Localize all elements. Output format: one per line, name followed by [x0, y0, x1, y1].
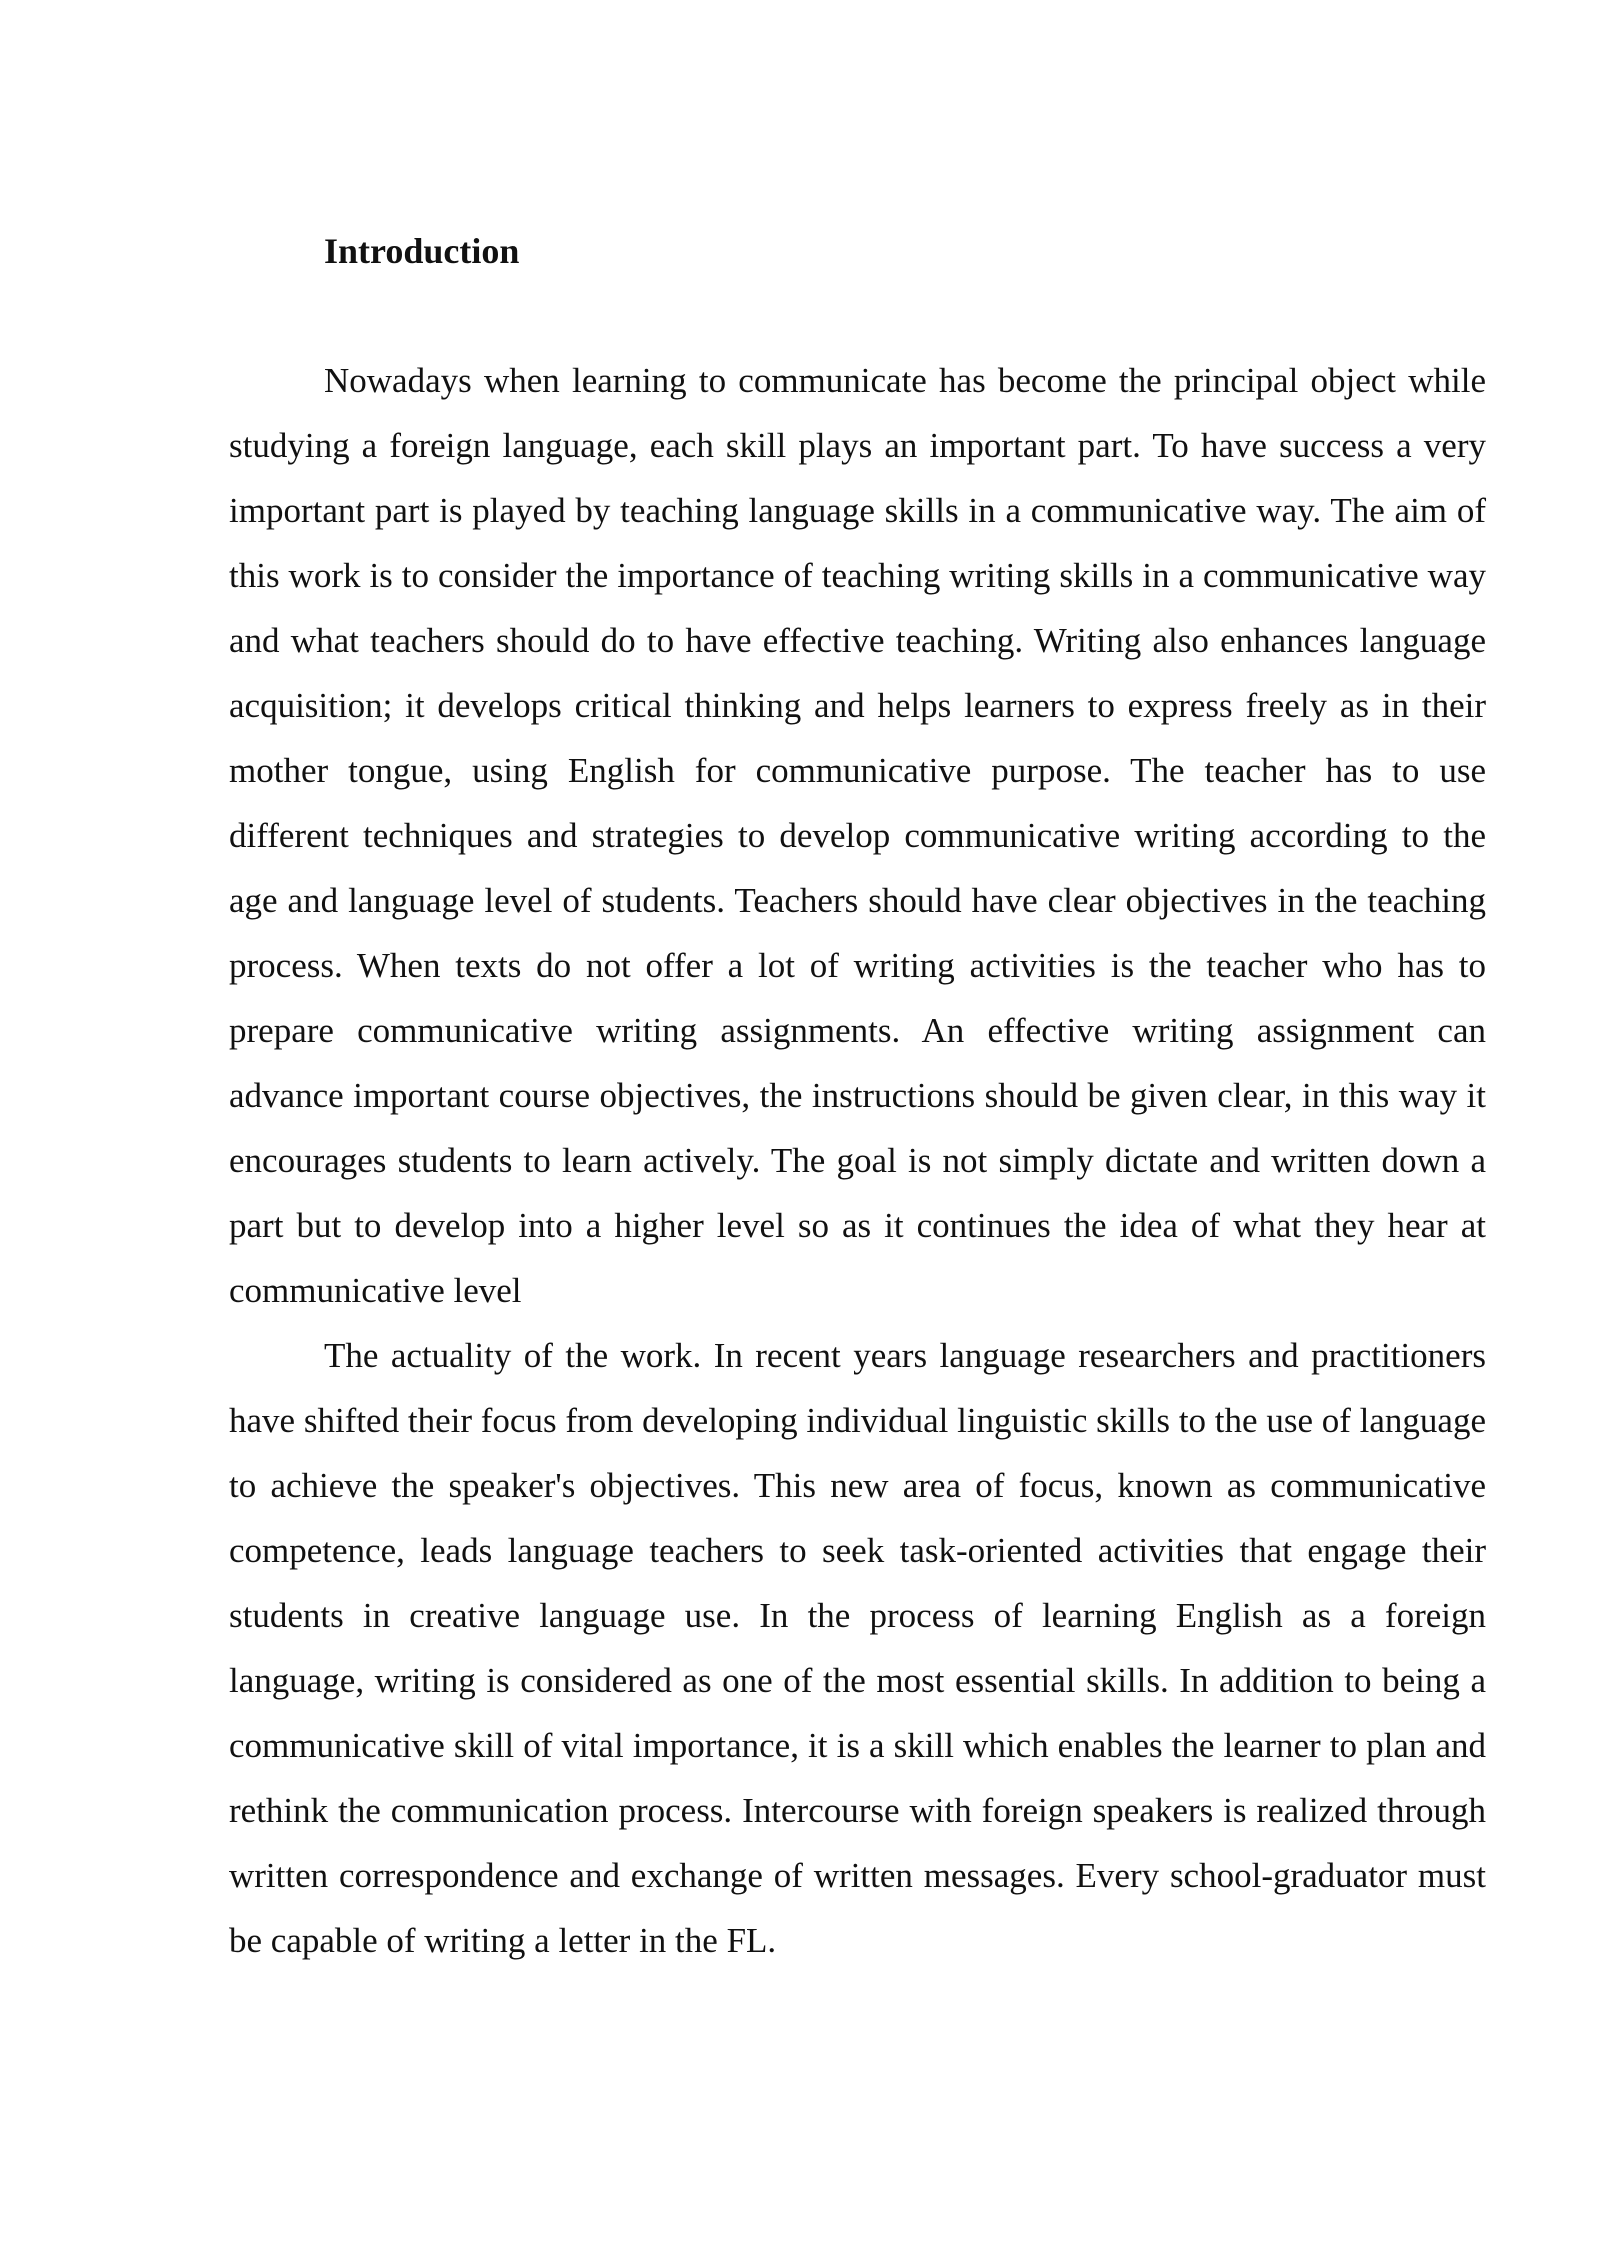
page-content: [229, 225, 1486, 1973]
body-paragraph-1: Nowadays when learning to communicate has become the principal object while studying a foreign language, each skill plays an important part. To have success a very important part is played by teaching language skills in a communicative way. The aim of this work is to consider the importance of teaching writing skills in a communicative way and what teachers should do to have effective teaching. Writing also enhances language acquisition; it develops critical thinking and helps learners to express freely as in their mother tongue, using English for communicative purpose. The teacher has to use different techniques and strategies to develop communicative writing according to the age and language level of students. Teachers should have clear objectives in the teaching process. When texts do not offer a lot of writing activities is the teacher who has to prepare communicative writing assignments. An effective writing assignment can advance important course objectives, the instructions should be given clear, in this way it encourages students to learn actively. The goal is not simply dictate and written down a part but to develop into a higher level so as it continues the idea of what they hear at communicative level: [229, 361, 1486, 1310]
section-heading: Introduction: [324, 231, 520, 271]
body-paragraph-2: The actuality of the work. In recent years language researchers and practitioners have shifted their focus from developing individual linguistic skills to the use of language to achieve the speaker's objectives. This new area of focus, known as communicative competence, leads language teachers to seek task-oriented activities that engage their students in creative language use. In the process of learning English as a foreign language, writing is considered as one of the most essential skills. In addition to being a communicative skill of vital importance, it is a skill which enables the learner to plan and rethink the communication process. Intercourse with foreign speakers is realized through written correspondence and exchange of written messages. Every school-graduator must be capable of writing a letter in the FL.: [229, 1336, 1486, 1960]
